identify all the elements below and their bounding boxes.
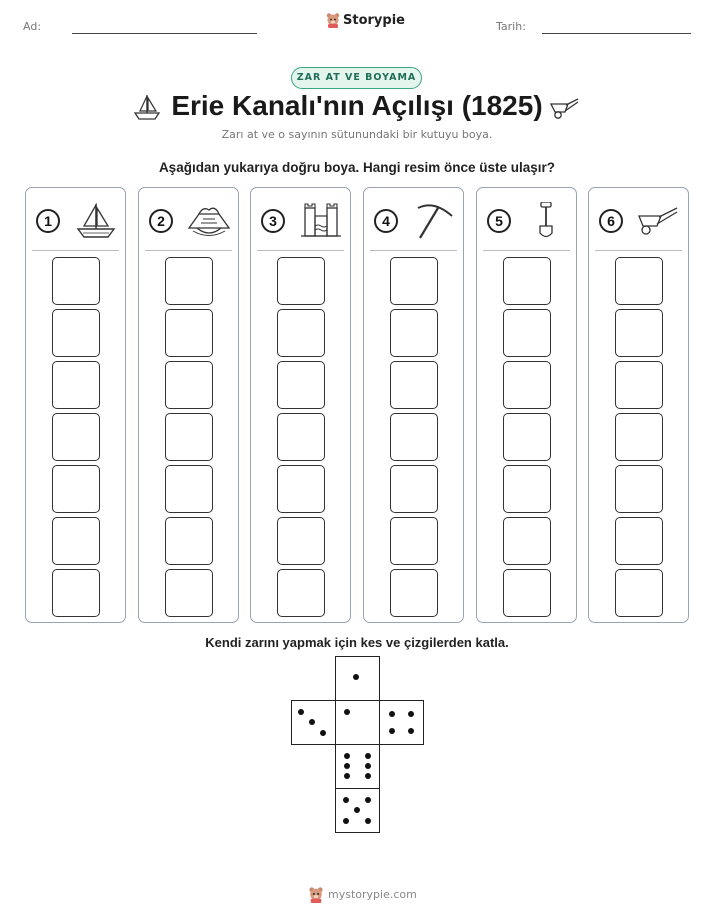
die-pip [365,753,371,759]
color-box[interactable] [503,569,551,617]
color-box[interactable] [165,413,213,461]
date-label: Tarih: [496,20,526,33]
die-face-4 [379,700,424,745]
die-face-5 [335,788,380,833]
die-face-1 [335,656,380,701]
die-instruction: Kendi zarını yapmak için kes ve çizgilerden katla. [205,635,509,650]
color-box[interactable] [615,569,663,617]
column-divider [370,250,457,251]
color-box[interactable] [390,257,438,305]
column-divider [483,250,570,251]
color-box[interactable] [277,309,325,357]
color-box[interactable] [277,517,325,565]
color-box[interactable] [52,465,100,513]
color-box[interactable] [615,465,663,513]
die-pip [365,818,371,824]
die-pip [343,818,349,824]
die-pip [408,728,414,734]
color-box[interactable] [615,413,663,461]
color-box[interactable] [165,569,213,617]
column-divider [257,250,344,251]
color-box[interactable] [615,361,663,409]
pickaxe-icon [408,202,460,240]
color-box[interactable] [615,517,663,565]
color-box[interactable] [165,309,213,357]
page-title: Erie Kanalı'nın Açılışı (1825) [171,90,543,121]
die-face-3 [291,700,336,745]
column-5 [476,187,577,623]
column-number: 3 [261,209,285,233]
color-box[interactable] [615,309,663,357]
color-box[interactable] [390,517,438,565]
instruction-text: Aşağıdan yukarıya doğru boya. Hangi resim önce üste ulaşır? [158,160,556,175]
die-face-6 [335,744,380,789]
color-box[interactable] [165,361,213,409]
die-pip [344,763,350,769]
color-box[interactable] [277,465,325,513]
color-box[interactable] [277,361,325,409]
color-box[interactable] [277,569,325,617]
die-face-1 [335,700,380,745]
column-number: 6 [599,209,623,233]
footer-url[interactable]: mystorypie.com [328,888,417,901]
color-box[interactable] [390,309,438,357]
column-number: 1 [36,209,60,233]
color-box[interactable] [277,257,325,305]
color-box[interactable] [390,413,438,461]
column-divider [595,250,682,251]
bear-icon [326,12,340,28]
date-line[interactable] [542,33,691,34]
die-pip [344,773,350,779]
column-number: 2 [149,209,173,233]
color-box[interactable] [165,257,213,305]
die-pip [365,763,371,769]
color-box[interactable] [390,361,438,409]
column-divider [145,250,232,251]
lock-gate-icon [295,202,347,240]
column-number: 4 [374,209,398,233]
die-pip [343,797,349,803]
bear-icon [308,886,324,903]
brand-logo [326,12,405,28]
die-pip [389,728,395,734]
color-box[interactable] [165,517,213,565]
color-box[interactable] [52,569,100,617]
color-box[interactable] [615,257,663,305]
die-pip [389,711,395,717]
color-box[interactable] [503,517,551,565]
color-box[interactable] [503,413,551,461]
die-pip [298,709,304,715]
column-2 [138,187,239,623]
color-box[interactable] [390,465,438,513]
column-4 [363,187,464,623]
die-pip [353,674,359,680]
die-pip [365,797,371,803]
color-box[interactable] [503,465,551,513]
color-box[interactable] [277,413,325,461]
wheelbarrow-icon [633,202,685,240]
die-pip [354,807,360,813]
color-box[interactable] [503,361,551,409]
color-box[interactable] [52,257,100,305]
column-1 [25,187,126,623]
canal-lock-icon [183,202,235,240]
die-pip [408,711,414,717]
name-label: Ad: [23,20,42,33]
color-box[interactable] [503,309,551,357]
name-line[interactable] [72,33,257,34]
color-box[interactable] [503,257,551,305]
sailboat-icon [70,202,122,240]
wheelbarrow-icon [548,94,582,120]
column-number: 5 [487,209,511,233]
color-box[interactable] [390,569,438,617]
die-pip [344,709,350,715]
die-pip [365,773,371,779]
color-box[interactable] [52,517,100,565]
color-box[interactable] [52,361,100,409]
die-pip [344,753,350,759]
footer [308,886,417,903]
column-divider [32,250,119,251]
color-box[interactable] [165,465,213,513]
brand-name: Storypie [343,12,405,28]
shovel-icon [521,202,573,240]
column-3 [250,187,351,623]
activity-badge: ZAR AT VE BOYAMA [291,67,422,89]
die-pip [320,730,326,736]
color-box[interactable] [52,413,100,461]
color-box[interactable] [52,309,100,357]
page-subtitle: Zarı at ve o sayının sütunundaki bir kutuyu boya. [221,128,493,141]
column-6 [588,187,689,623]
die-pip [309,719,315,725]
